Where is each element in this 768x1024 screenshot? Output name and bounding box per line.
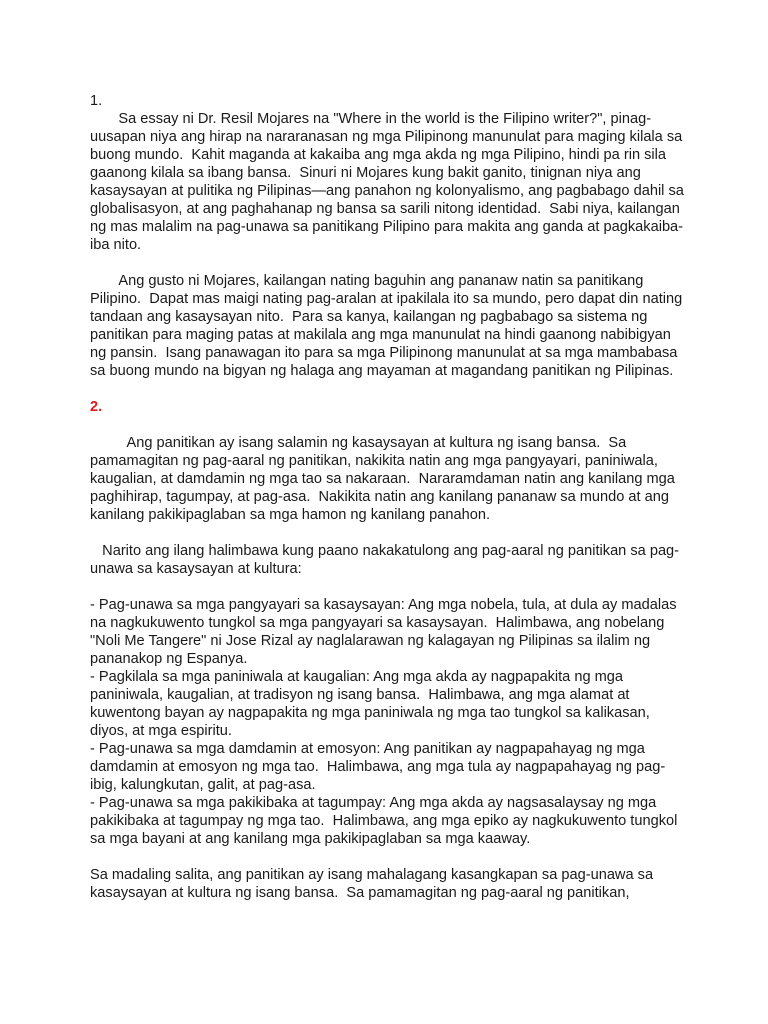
paragraph-spacer	[90, 524, 690, 542]
document-page	[90, 92, 690, 902]
list-item: - Pag-unawa sa mga pakikibaka at tagumpay: Ang mga akda ay nagsasalaysay ng mga pakikibaka at tagumpay ng mga tao. Halimbawa, ang mga epiko ay nagkukuwento tungkol sa mga bayani at ang kanilang mga pakikipaglaban sa mga kaaway.	[90, 795, 682, 847]
section1-paragraph-2: Ang gusto ni Mojares, kailangan nating baguhin ang pananaw natin sa panitikang Pilipino. Dapat mas maigi nating pag-aralan at ipakilala ito sa mundo, pero dapat din nating tandaan ang kasaysayan nito. Para sa kanya, kailangan ng pagbabago sa sistema ng panitikan para maging patas at makilala ang mga manunulat na hindi gaanong nabibigyan ng pansin. Isang panawagan ito para sa mga Pilipinong manunulat at sa mga mambabasa sa buong mundo na bigyan ng halaga ang mayaman at magandang panitikan ng Pilipinas.	[90, 273, 687, 379]
paragraph-spacer	[90, 578, 690, 596]
section2-closing-paragraph: Sa madaling salita, ang panitikan ay isang mahalagang kasangkapan sa pag-unawa sa kasaysayan at kultura ng isang bansa. Sa pamamagitan ng pag-aaral ng panitikan,	[90, 867, 658, 901]
section-number-1: 1.	[90, 93, 103, 109]
paragraph-spacer	[90, 416, 690, 434]
list-item: - Pag-unawa sa mga damdamin at emosyon: Ang panitikan ay nagpapahayag ng mga damdamin at emosyon ng mga tao. Halimbawa, ang mga tula ay nagpapahayag ng pag-ibig, kalungkutan, galit, at pag-asa.	[90, 741, 666, 793]
paragraph-spacer	[90, 848, 690, 866]
examples-list	[90, 596, 690, 848]
list-item: - Pagkilala sa mga paniniwala at kaugalian: Ang mga akda ay nagpapakita ng mga paniniwala, kaugalian, at tradisyon ng isang bansa. Halimbawa, ang mga alamat at kuwentong bayan ay nagpapakita ng mga paniniwala ng mga tao tungkol sa kalikasan, diyos, at mga espiritu.	[90, 669, 654, 739]
paragraph-spacer	[90, 380, 690, 398]
section1-paragraph-1: Sa essay ni Dr. Resil Mojares na "Where in the world is the Filipino writer?", pinag-uusapan niya ang hirap na nararanasan ng mga Pilipinong manunulat para maging kilala sa buong mundo. Kahit maganda at kakaiba ang mga akda ng mga Pilipino, hindi pa rin sila gaanong kilala sa ibang bansa. Sinuri ni Mojares kung bakit ganito, tinignan niya ang kasaysayan at pulitika ng Pilipinas—ang panahon ng kolonyalismo, ang pagbabago dahil sa globalisasyon, at ang paghahanap ng bansa sa sarili nitong identidad. Sabi niya, kailangan ng mas malalim na pag-unawa sa panitikang Pilipino para makita ang ganda at pagkakaiba-iba nito.	[90, 111, 688, 253]
section-number-2: 2.	[90, 399, 103, 415]
section2-intro-paragraph: Ang panitikan ay isang salamin ng kasaysayan at kultura ng isang bansa. Sa pamamagitan ng pag-aaral ng panitikan, nakikita natin ang mga pangyayari, paniniwala, kaugalian, at damdamin ng mga tao sa nakaraan. Nararamdaman natin ang kanilang mga paghihirap, tagumpay, at pag-asa. Nakikita natin ang kanilang pananaw sa mundo at ang kanilang pakikipaglaban sa mga hamon ng kanilang panahon.	[90, 435, 679, 523]
section2-lead-paragraph: Narito ang ilang halimbawa kung paano nakakatulong ang pag-aaral ng panitikan sa pag-unawa sa kasaysayan at kultura:	[90, 543, 680, 577]
list-item: - Pag-unawa sa mga pangyayari sa kasaysayan: Ang mga nobela, tula, at dula ay madalas na nagkukuwento tungkol sa mga pangyayari sa kasaysayan. Halimbawa, ang nobelang "Noli Me Tangere" ni Jose Rizal ay naglalarawan ng kalagayan ng Pilipinas sa ilalim ng pananakop ng Espanya.	[90, 597, 681, 667]
paragraph-spacer	[90, 254, 690, 272]
